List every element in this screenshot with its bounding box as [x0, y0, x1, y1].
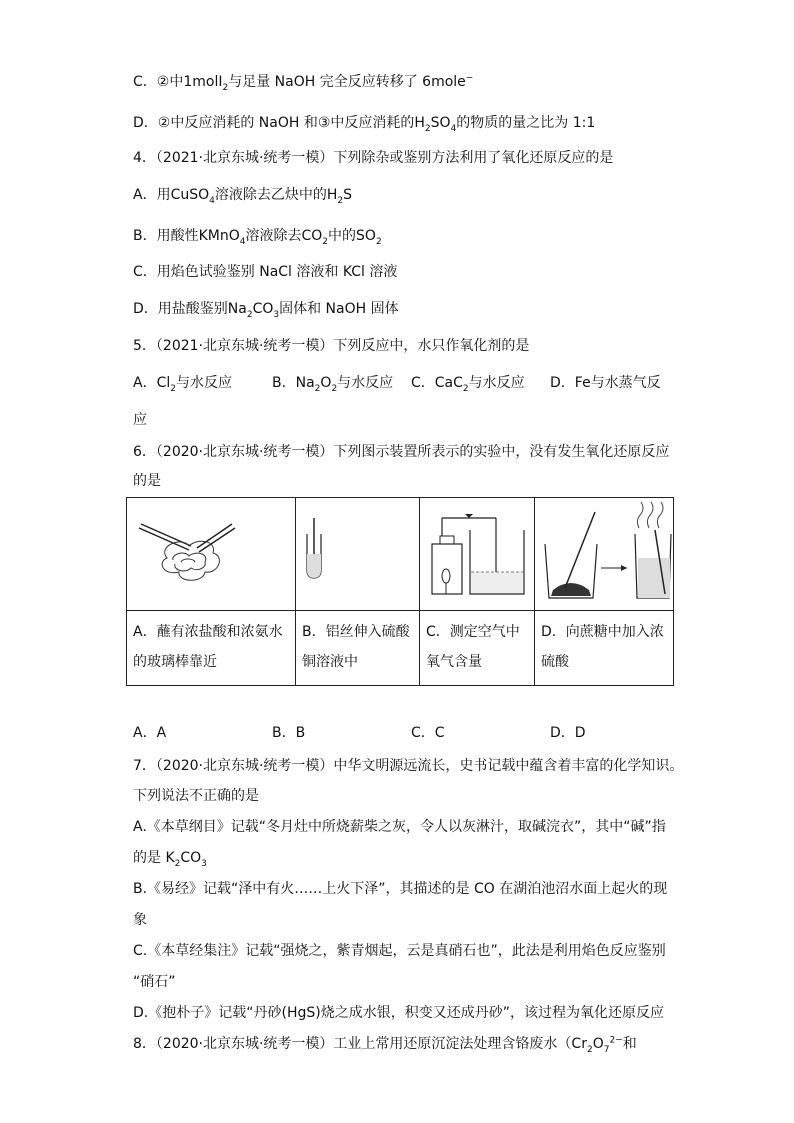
q5-option-b: B．$Na_2O_2$与水反应: [272, 375, 394, 394]
q4-option-d: D．用盐酸鉴别$Na_2CO_3$固体和 NaOH 固体: [133, 301, 399, 320]
q5-stem: 5．（2021·北京东城·统考一模）下列反应中，水只作氧化剂的是: [133, 338, 530, 354]
q7-stem-line1: 7．（2020·北京东城·统考一模）中华文明源远流长，史书记载中蕴含着丰富的化学知识。: [133, 758, 684, 774]
q7-option-a-line1: A.《本草纲目》记载“冬月灶中所烧薪柴之灰，令人以灰淋汁，取碱浣衣”，其中“碱”指: [133, 819, 666, 835]
q7-option-d: D.《抱朴子》记载“丹砂(HgS)烧之成水银，积变又还成丹砂”，该过程为氧化还原反应: [133, 1005, 664, 1021]
q4-option-a: A．用CuSO$_4$溶液除去乙炔中的$H_2S$: [133, 187, 353, 206]
q6-figure-table: [126, 497, 674, 686]
q4-option-c: C．用焰色试验鉴别 NaCl 溶液和 KCl 溶液: [133, 264, 398, 280]
figure-cell-b: [296, 498, 420, 611]
q6-stem-line1: 6．（2020·北京东城·统考一模）下列图示装置所表示的实验中，没有发生氧化还原反应: [133, 444, 670, 460]
q4-stem: 4．（2021·北京东城·统考一模）下列除杂或鉴别方法利用了氧化还原反应的是: [133, 150, 614, 166]
q7-option-b-line1: B.《易经》记载“泽中有火……上火下泽”，其描述的是 CO 在湖泊池沼水面上起火的现: [133, 881, 668, 897]
flask-and-beaker-apparatus-image: [420, 498, 534, 610]
caption-b: B．铝丝伸入硫酸 铜溶液中: [296, 611, 420, 686]
figure-cell-d: [535, 498, 674, 611]
q8-stem: 8．（2020·北京东城·统考一模）工业上常用还原沉淀法处理含铬废水（$Cr_2O_7^{2-}$和: [133, 1035, 637, 1055]
q3-option-d: D．②中反应消耗的 NaOH 和③中反应消耗的$H_2SO_4$的物质的量之比为 1:1: [133, 115, 596, 134]
q6-answer-b: B．B: [272, 725, 306, 741]
beaker-sugar-charring-image: [535, 498, 673, 610]
q3-option-c: C．②中1molI$_2$与足量 NaOH 完全反应转移了 6mole−: [133, 73, 474, 93]
q4-option-b: B．用酸性KMnO$_4$溶液除去$CO_2$中的$SO_2$: [133, 228, 382, 247]
figure-cell-c: [420, 498, 535, 611]
q6-answer-d: D．D: [550, 725, 586, 741]
q7-stem-line2: 下列说法不正确的是: [133, 788, 259, 804]
caption-a: A．蘸有浓盐酸和浓氨水 的玻璃棒靠近: [127, 611, 296, 686]
figure-cell-a: [127, 498, 296, 611]
q5-option-a: A．$Cl_2$与水反应: [133, 375, 232, 394]
q7-option-c-line1: C.《本草经集注》记载“强烧之，紫青烟起，云是真硝石也”，此法是利用焰色反应鉴别: [133, 943, 666, 959]
q7-option-b-line2: 象: [133, 912, 147, 928]
q7-option-c-line2: “硝石”: [133, 974, 176, 990]
q7-option-a-line2: 的是 $K_2CO_3$: [133, 850, 207, 869]
caption-c: C．测定空气中 氧气含量: [420, 611, 535, 686]
two-glass-rods-smoke-image: [127, 498, 295, 610]
q5-option-d: D．Fe与水蒸气反: [550, 375, 661, 391]
q6-answer-c: C．C: [411, 725, 445, 741]
caption-d: D．向蔗糖中加入浓 硫酸: [535, 611, 674, 686]
q5-option-c: C．CaC$_2$与水反应: [411, 375, 525, 394]
q5-option-d-wrap: 应: [133, 412, 147, 428]
q6-stem-line2: 的是: [133, 473, 161, 489]
q6-answer-a: A．A: [133, 725, 167, 741]
test-tube-with-wire-image: [296, 498, 419, 610]
